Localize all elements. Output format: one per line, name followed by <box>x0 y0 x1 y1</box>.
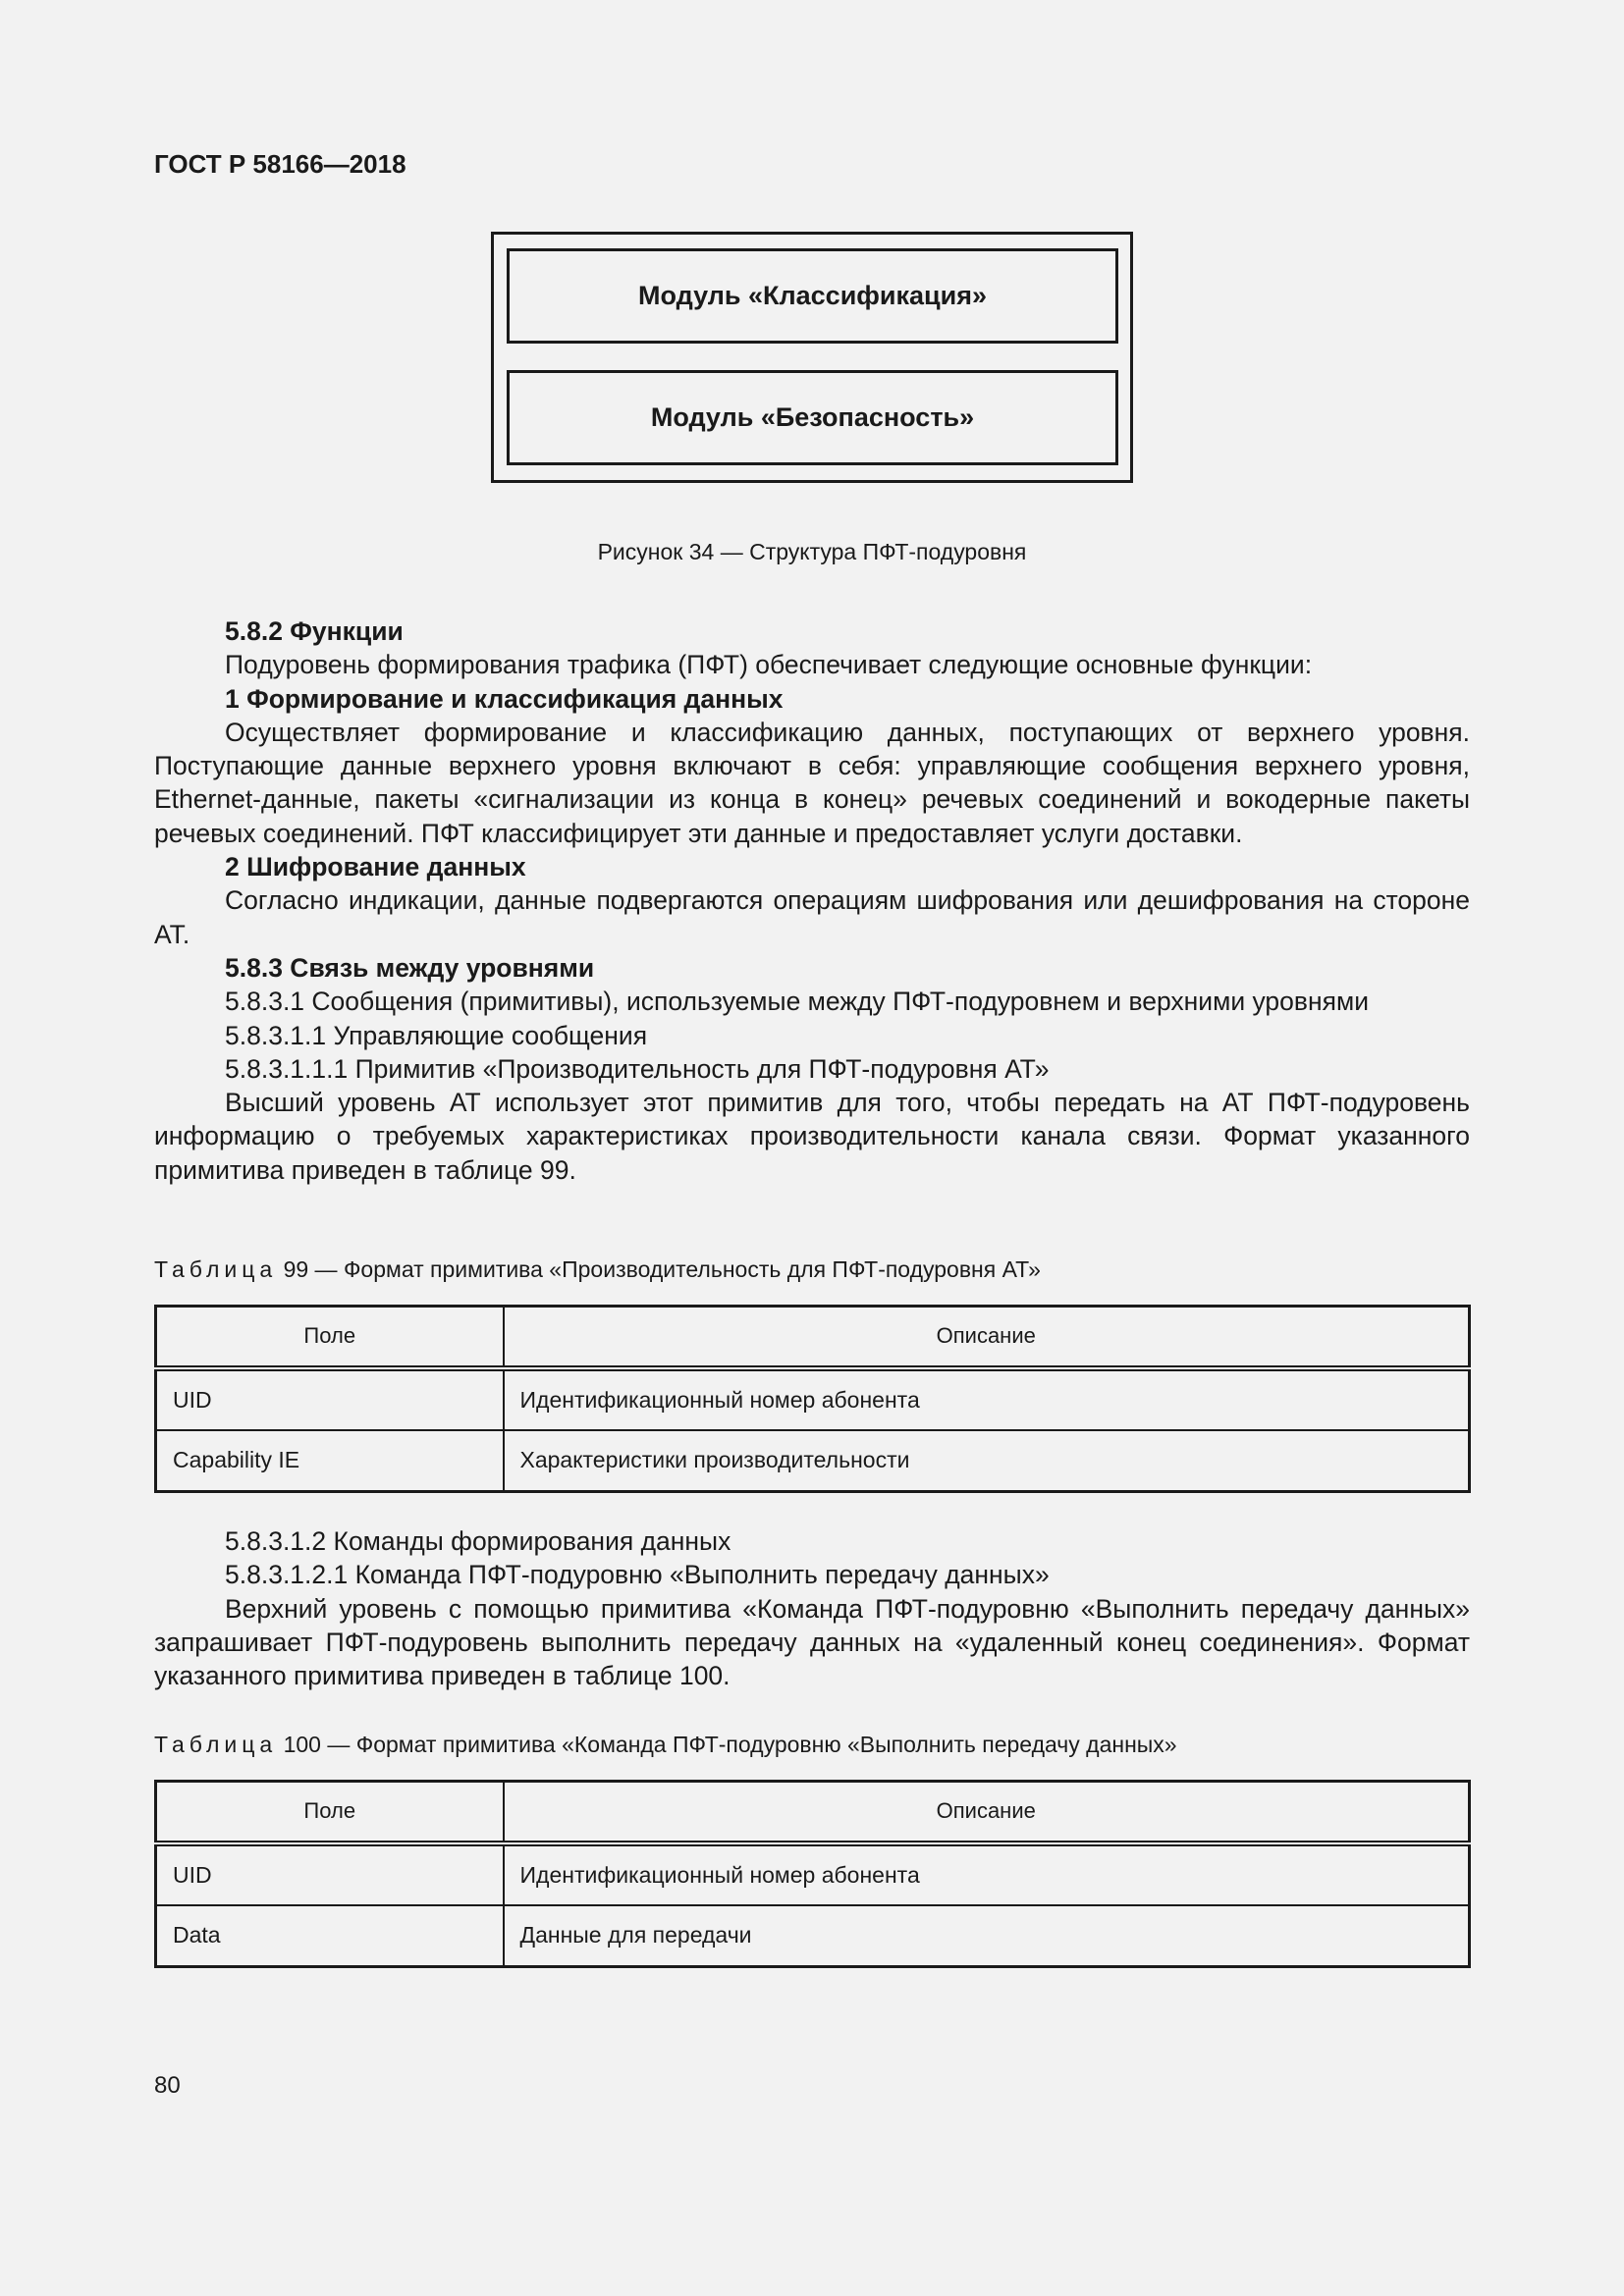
heading-forming: 1 Формирование и классификация данных <box>225 683 784 714</box>
table-cell: Данные для передачи <box>504 1905 1470 1967</box>
page-number: 80 <box>154 2072 181 2099</box>
table-cell: Data <box>156 1905 504 1967</box>
table-caption-text: 99 — Формат примитива «Производительность для ПФТ-подуровня АТ» <box>283 1256 1041 1282</box>
table-99-caption <box>154 1256 1041 1283</box>
paragraph: 5.8.3.1.2.1 Команда ПФТ-подуровню «Выполнить передачу данных» <box>225 1560 1050 1590</box>
heading-functions: 5.8.2 Функции <box>225 616 404 646</box>
figure-caption: Рисунок 34 — Структура ПФТ-подуровня <box>597 539 1027 564</box>
table-cell: Характеристики производительности <box>504 1430 1470 1492</box>
paragraph: 5.8.3.1.1 Управляющие сообщения <box>225 1020 648 1050</box>
figure-34-diagram <box>491 232 1133 483</box>
table-row <box>156 1843 1470 1905</box>
table-header-row <box>156 1307 1470 1368</box>
table-cell: Идентификационный номер абонента <box>504 1368 1470 1430</box>
paragraph: Верхний уровень с помощью примитива «Команда ПФТ-подуровню «Выполнить передачу данных» запрашивает ПФТ-подуровень выполнить передачу данных на «удаленный конец соединения». Формат указанного примитива приведен в таблице 100. <box>154 1593 1470 1691</box>
table-100 <box>154 1780 1471 1968</box>
table-cell: UID <box>156 1843 504 1905</box>
paragraph: Осуществляет формирование и классификацию данных, поступающих от верхнего уровня. Поступающие данные верхнего уровня включают в себя: управляющие сообщения верхнего уровня, Ethernet-данные, пакеты «сигнализации из конца в конец» речевых соединений и вокодерные пакеты речевых соединений. ПФТ классифицирует эти данные и предоставляет услуги доставки. <box>154 717 1470 848</box>
module-classification-box: Модуль «Классификация» <box>507 248 1118 344</box>
column-header: Описание <box>504 1782 1470 1843</box>
column-header: Описание <box>504 1307 1470 1368</box>
table-row <box>156 1905 1470 1967</box>
table-cell: Идентификационный номер абонента <box>504 1843 1470 1905</box>
paragraph: 5.8.3.1.2 Команды формирования данных <box>225 1526 731 1556</box>
paragraph: Согласно индикации, данные подвергаются операциям шифрования или дешифрования на стороне АТ. <box>154 885 1470 949</box>
table-cell: Capability IE <box>156 1430 504 1492</box>
section-5-8-2 <box>154 614 1470 1187</box>
module-security-box: Модуль «Безопасность» <box>507 370 1118 465</box>
table-row <box>156 1430 1470 1492</box>
table-100-caption <box>154 1732 1177 1758</box>
heading-encryption: 2 Шифрование данных <box>225 852 526 882</box>
table-label: Таблица <box>154 1256 278 1282</box>
table-row <box>156 1368 1470 1430</box>
column-header: Поле <box>156 1307 504 1368</box>
section-5-8-3-1-2 <box>154 1524 1470 1692</box>
paragraph: Подуровень формирования трафика (ПФТ) обеспечивает следующие основные функции: <box>225 650 1313 680</box>
table-caption-text: 100 — Формат примитива «Команда ПФТ-подуровню «Выполнить передачу данных» <box>283 1732 1177 1757</box>
column-header: Поле <box>156 1782 504 1843</box>
paragraph: Высший уровень АТ использует этот примитив для того, чтобы передать на АТ ПФТ-подуровень информацию о требуемых характеристиках производительности канала связи. Формат указанного примитива приведен в таблице 99. <box>154 1088 1470 1185</box>
table-label: Таблица <box>154 1732 278 1757</box>
paragraph: 5.8.3.1 Сообщения (примитивы), используемые между ПФТ-подуровнем и верхними уровнями <box>225 987 1369 1017</box>
document-header: ГОСТ Р 58166—2018 <box>154 149 406 179</box>
table-99 <box>154 1305 1471 1493</box>
heading-interlayer: 5.8.3 Связь между уровнями <box>225 952 595 983</box>
table-cell: UID <box>156 1368 504 1430</box>
table-header-row <box>156 1782 1470 1843</box>
paragraph: 5.8.3.1.1.1 Примитив «Производительность для ПФТ-подуровня АТ» <box>225 1053 1050 1084</box>
